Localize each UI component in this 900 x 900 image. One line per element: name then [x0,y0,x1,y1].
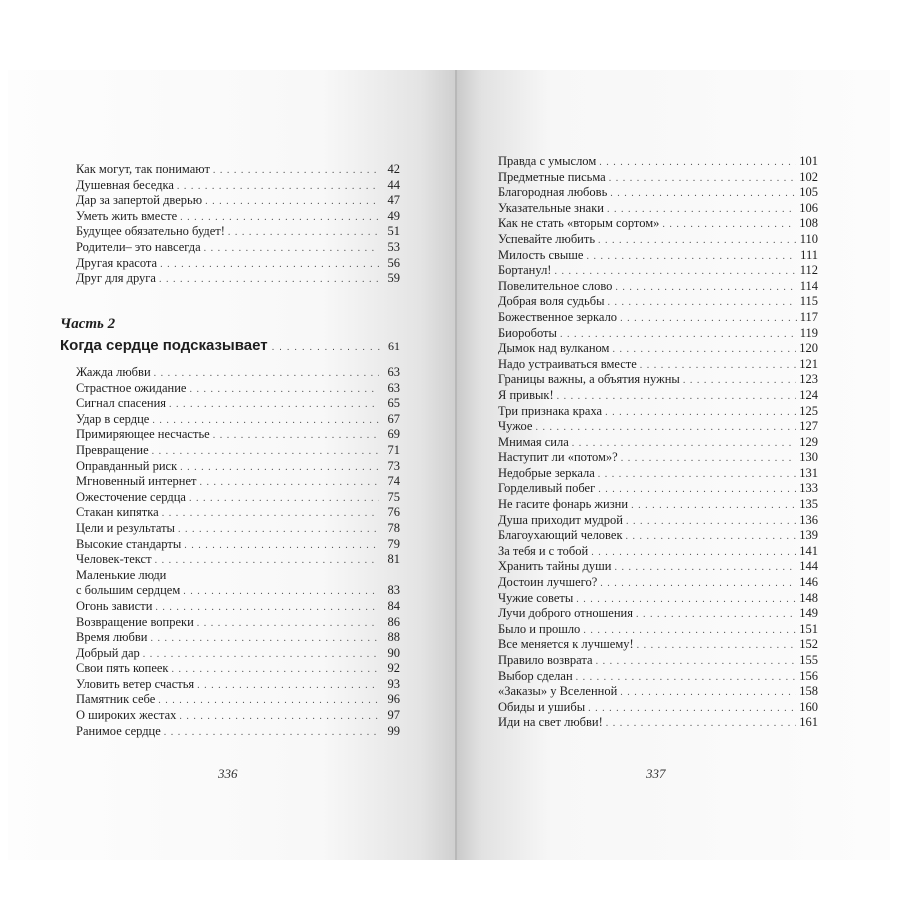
left-page-number: 336 [218,766,238,781]
toc-entry [498,450,818,466]
toc-entry-title: Уметь жить вместе [76,208,178,223]
toc-entry-title: Страстное ожидание [76,380,187,395]
toc-entry-title: Будущее обязательно будет! [76,224,225,239]
toc-entry-title: с большим сердцем [76,583,181,598]
toc-entry [76,459,400,475]
toc-entry [498,700,818,716]
toc-entry-title: Биороботы [498,325,557,340]
book-gutter [455,70,457,860]
toc-entry-title: Мнимая сила [498,434,569,449]
toc-entry [76,193,400,209]
toc-entry [76,630,400,646]
toc-entry [76,412,400,428]
dot-leader [621,451,797,467]
toc-entry-page: 63 [387,365,400,379]
toc-entry-title: Лучи доброго отношения [498,606,633,621]
toc-entry-title: Надо устраиваться вместе [498,356,637,371]
toc-entry-page: 141 [799,543,818,558]
toc-entry-title: Свои пять копеек [76,661,169,676]
dot-leader [662,217,796,233]
toc-entry [76,474,400,490]
toc-entry-title: Удар в сердце [76,411,150,426]
toc-entry-title: Обиды и ушибы [498,699,586,714]
toc-entry [498,559,818,575]
toc-entry [76,178,400,194]
dot-leader [189,382,379,398]
toc-entry-title: Не гасите фонарь жизни [498,497,629,512]
toc-entry-title: Дар за запертой дверью [76,193,203,208]
toc-entry-page: 110 [799,231,818,246]
toc-entry-title: Маленькие люди [76,567,167,582]
toc-entry [498,435,818,451]
part-title: Когда сердце подсказывает [60,337,268,354]
toc-entry-page: 71 [387,442,400,457]
toc-entry [498,154,818,170]
dot-leader [213,163,379,179]
toc-entry-title: Чужие советы [498,590,574,605]
dot-leader [197,616,379,632]
toc-entry-page: 117 [799,309,818,324]
toc-entry [498,279,818,295]
toc-entry-page: 86 [387,614,400,629]
toc-entry-page: 131 [799,465,818,480]
toc-entry-page: 59 [387,271,400,286]
toc-entry [498,715,818,731]
toc-entry [76,381,400,397]
toc-entry [498,669,818,685]
toc-entry [498,684,818,700]
part-label: Часть 2 [60,316,116,332]
toc-entry-page: 114 [799,278,818,293]
toc-entry-title: Ранимое сердце [76,723,161,738]
dot-leader [158,693,379,709]
toc-entry [498,201,818,217]
toc-entry-title: «Заказы» у Вселенной [498,684,618,699]
toc-entry-title: Наступит ли «потом»? [498,450,618,465]
toc-entry-page: 79 [387,536,400,551]
toc-entry-title: Возвращение вопреки [76,614,194,629]
toc-entry-title: Границы важны, а объятия нужны [498,372,680,387]
dot-leader [591,545,796,561]
toc-entry-page: 121 [799,356,818,371]
toc-entry-page: 47 [387,193,400,208]
dot-leader [213,428,379,444]
toc-entry-title: Друг для друга [76,271,156,286]
dot-leader [637,638,797,654]
toc-entry-page: 111 [800,247,818,262]
toc-entry-page: 44 [387,177,400,192]
toc-entry-page: 105 [799,185,818,200]
toc-entry [498,263,818,279]
dot-leader [155,600,379,616]
toc-entry-page: 146 [799,575,818,590]
toc-entry [76,599,400,615]
toc-entry-title: Правда с умыслом [498,154,597,168]
toc-entry [498,326,818,342]
toc-entry-title: Примиряющее несчастье [76,427,210,442]
toc-entry-page: 156 [799,668,818,683]
dot-leader [554,264,796,280]
dot-leader [583,623,796,639]
toc-entry-title: Указательные знаки [498,200,604,215]
toc-entry-page: 90 [387,645,400,660]
toc-entry-page: 125 [799,403,818,418]
toc-entry-page: 136 [799,512,818,527]
toc-entry-title: Добрый дар [76,645,140,660]
toc-entry [76,505,400,521]
toc-entry [76,443,400,459]
toc-entry-title: Успевайте любить [498,231,596,246]
toc-entry-page: 93 [387,676,400,691]
dot-leader [164,725,379,741]
toc-entry [498,216,818,232]
part-page-number: 61 [388,339,400,353]
dot-leader [557,389,797,405]
dot-leader [150,631,379,647]
toc-entry [498,622,818,638]
dot-leader [608,295,797,311]
toc-entry-page: 53 [387,239,400,254]
part-heading [60,337,400,354]
dot-leader [162,506,379,522]
dot-leader [683,373,796,389]
toc-entry-page: 49 [387,208,400,223]
toc-entry-title: Достоин лучшего? [498,575,598,590]
toc-entry-title: Оправданный риск [76,458,178,473]
toc-entry [76,724,400,740]
toc-entry [498,341,818,357]
dot-leader [183,584,379,600]
toc-entry [498,591,818,607]
dot-leader [205,194,379,210]
toc-entry-page: 65 [387,396,400,411]
right-page-number: 337 [646,766,666,781]
toc-entry [76,162,400,178]
toc-entry [498,544,818,560]
dot-leader [576,592,796,608]
toc-entry [76,224,400,240]
dot-leader [536,420,797,436]
toc-entry-title: Благоухающий человек [498,528,623,543]
toc-entry-title: Высокие стандарты [76,536,182,551]
dot-leader [615,280,796,296]
dot-leader [159,272,379,288]
toc-entry [498,310,818,326]
toc-entry-page: 158 [799,684,818,699]
toc-entry-page: 99 [387,723,400,738]
toc-entry-title: Цели и результаты [76,520,175,535]
toc-entry-page: 51 [387,224,400,239]
toc-entry [76,583,400,599]
toc-entry [76,490,400,506]
toc-entry-page: 78 [387,520,400,535]
toc-entry [76,365,400,381]
toc-entry-title: За тебя и с тобой [498,543,589,558]
dot-leader [609,171,797,187]
toc-entry-title: Стакан кипятка [76,505,159,520]
toc-entry [76,552,400,568]
toc-entry-title: Я привык! [498,387,554,402]
toc-entry-title: Горделивый побег [498,481,596,496]
toc-entry [76,537,400,553]
toc-entry [498,248,818,264]
toc-entry-title: Жажда любви [76,365,151,379]
dot-leader [160,257,379,273]
toc-entry [498,606,818,622]
dot-leader [588,701,796,717]
dot-leader [598,482,796,498]
dot-leader [152,413,379,429]
dot-leader [610,186,796,202]
toc-entry-page: 76 [387,505,400,520]
toc-entry [76,692,400,708]
toc-entry-title: Как не стать «вторым сортом» [498,216,660,231]
dot-leader [197,678,379,694]
dot-leader [636,607,796,623]
toc-entry [76,256,400,272]
toc-entry-title: Иди на свет любви! [498,715,603,730]
dot-leader [576,670,797,686]
toc-entry-title: Милость свыше [498,247,584,262]
dot-leader [606,716,796,732]
toc-entry-title: Огонь зависти [76,598,153,613]
toc-entry [498,294,818,310]
toc-entry [498,637,818,653]
dot-leader [631,498,796,514]
dot-leader [612,342,796,358]
toc-entry-title: О широких жестах [76,708,177,723]
toc-entry-page: 102 [799,169,818,184]
dot-leader [598,467,796,483]
toc-entry-page: 69 [387,427,400,442]
toc-entry-page: 123 [799,372,818,387]
toc-entry-title: Хранить тайны души [498,559,612,574]
toc-entry-page: 120 [799,341,818,356]
toc-entry-page: 135 [799,497,818,512]
toc-entry [498,513,818,529]
toc-entry-title: Недобрые зеркала [498,465,595,480]
dot-leader [572,436,796,452]
dot-leader [640,358,796,374]
toc-entry-page: 92 [387,661,400,676]
toc-entry-title: Выбор сделан [498,668,573,683]
dot-leader [154,366,379,382]
toc-entry-title: Душа приходит мудрой [498,512,623,527]
toc-entry-title: Ожесточение сердца [76,489,186,504]
toc-entry-title: Три признака краха [498,403,603,418]
toc-entry-title: Было и прошло [498,621,581,636]
toc-entry-title: Время любви [76,630,148,645]
toc-entry-title: Другая красота [76,255,158,270]
dot-leader [598,233,797,249]
toc-entry [76,568,400,584]
toc-entry-page: 161 [799,715,818,730]
toc-entry [76,209,400,225]
dot-leader [180,460,379,476]
toc-entry [76,677,400,693]
toc-entry-page: 133 [799,481,818,496]
dot-leader [600,576,796,592]
right-toc-list [498,154,818,731]
toc-entry-page: 152 [799,637,818,652]
toc-entry-page: 73 [387,458,400,473]
toc-entry-title: Как могут, так понимают [76,162,210,176]
toc-entry-title: Бортанул! [498,263,552,278]
dot-leader [596,654,797,670]
toc-entry-page: 127 [799,419,818,434]
toc-entry [76,271,400,287]
dot-leader [620,685,796,701]
toc-entry [498,466,818,482]
toc-entry-page: 108 [799,216,818,231]
toc-entry-page: 106 [799,200,818,215]
toc-entry-page: 42 [387,162,400,176]
toc-entry-page: 144 [799,559,818,574]
dot-leader [200,475,380,491]
dot-leader [155,553,379,569]
toc-entry-page: 56 [387,255,400,270]
toc-entry [76,521,400,537]
toc-entry-page: 112 [799,263,818,278]
toc-entry [498,185,818,201]
toc-entry-page: 124 [799,387,818,402]
dot-leader [143,647,379,663]
toc-entry-title: Предметные письма [498,169,606,184]
toc-entry [76,396,400,412]
toc-entry [498,575,818,591]
toc-entry-page: 151 [799,621,818,636]
dot-leader [189,491,379,507]
toc-entry [498,388,818,404]
toc-entry-title: Превращение [76,442,149,457]
toc-entry [76,661,400,677]
toc-entry [498,170,818,186]
dot-leader [605,405,796,421]
toc-entry [498,481,818,497]
toc-entry-page: 67 [387,411,400,426]
dot-leader [607,202,796,218]
dot-leader [180,210,379,226]
dot-leader [614,560,796,576]
toc-entry-page: 139 [799,528,818,543]
dot-leader [184,538,379,554]
dot-leader [626,514,796,530]
toc-entry [498,357,818,373]
toc-entry-page: 148 [799,590,818,605]
left-toc-top-list [76,162,400,287]
toc-entry-title: Добрая воля судьбы [498,294,605,309]
toc-entry-title: Сигнал спасения [76,396,167,411]
toc-entry-page: 160 [799,699,818,714]
toc-entry [76,240,400,256]
toc-entry [76,708,400,724]
dot-leader [272,342,384,353]
toc-entry [76,427,400,443]
dot-leader [178,522,379,538]
toc-entry-page: 119 [799,325,818,340]
toc-entry-title: Памятник себе [76,692,156,707]
toc-entry-title: Человек-текст [76,552,152,567]
toc-entry-page: 75 [387,489,400,504]
toc-entry-page: 63 [387,380,400,395]
toc-entry [76,646,400,662]
toc-entry-page: 88 [387,630,400,645]
toc-entry-title: Чужое [498,419,533,434]
toc-entry-page: 155 [799,653,818,667]
toc-entry-title: Душевная беседка [76,177,174,192]
toc-entry-title: Повелительное слово [498,278,613,293]
toc-entry-title: Правило возврата [498,653,593,667]
toc-entry-page: 101 [799,154,818,168]
dot-leader [599,155,796,171]
dot-leader [169,397,379,413]
dot-leader [172,662,380,678]
dot-leader [620,311,797,327]
dot-leader [626,529,797,545]
toc-entry-title: Дымок над вулканом [498,341,610,356]
toc-entry-page: 130 [799,450,818,465]
dot-leader [204,241,379,257]
dot-leader [152,444,379,460]
toc-entry-page: 81 [387,552,400,567]
toc-entry [498,497,818,513]
toc-entry-title: Благородная любовь [498,185,608,200]
toc-entry-title: Родители– это навсегда [76,239,201,254]
toc-entry-page: 74 [387,474,400,489]
toc-entry-title: Мгновенный интернет [76,474,197,489]
toc-entry-title: Уловить ветер счастья [76,676,195,691]
dot-leader [586,249,797,265]
toc-entry-page: 115 [799,294,818,309]
toc-entry-page: 149 [799,606,818,621]
dot-leader [179,709,379,725]
toc-entry-page: 96 [387,692,400,707]
toc-entry [498,232,818,248]
left-toc-main-list [76,365,400,739]
toc-entry-page: 84 [387,598,400,613]
toc-entry [498,419,818,435]
toc-entry [76,615,400,631]
toc-entry-page: 97 [387,708,400,723]
toc-entry [498,404,818,420]
dot-leader [560,327,797,343]
toc-entry [498,528,818,544]
toc-entry [498,372,818,388]
toc-entry [498,653,818,669]
dot-leader [228,225,379,241]
dot-leader [177,179,379,195]
toc-entry-title: Божественное зеркало [498,309,618,324]
toc-entry-page: 129 [799,434,818,449]
toc-entry-title: Все меняется к лучшему! [498,637,634,652]
toc-entry-page: 83 [387,583,400,598]
